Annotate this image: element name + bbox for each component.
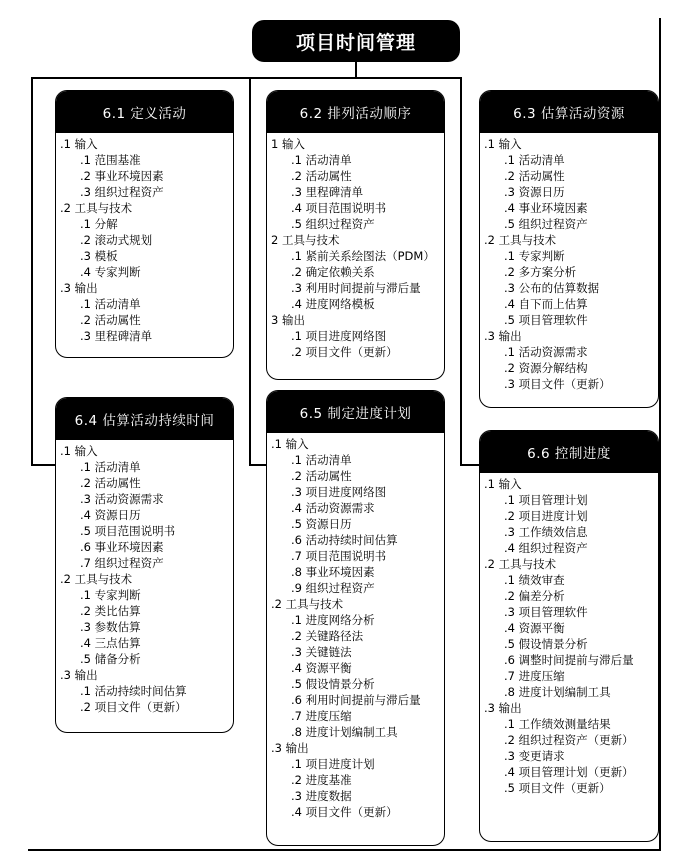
list-item: .5 假设情景分析	[504, 637, 588, 651]
list-item: .3 参数估算	[80, 620, 141, 634]
list-item: .3 活动资源需求	[80, 492, 164, 506]
connector-line	[460, 464, 480, 466]
section-label: .1 输入	[271, 437, 309, 451]
list-item: .3 公布的估算数据	[504, 281, 600, 295]
list-item: .1 项目进度计划	[291, 757, 375, 771]
list-item: .3 项目管理软件	[504, 605, 588, 619]
list-item: .3 进度数据	[291, 789, 352, 803]
list-item: .4 资源平衡	[504, 621, 565, 635]
list-item: .1 活动清单	[80, 460, 141, 474]
list-item: .2 项目进度计划	[504, 509, 588, 523]
list-item: .4 资源平衡	[291, 661, 352, 675]
list-item: .9 组织过程资产	[291, 581, 375, 595]
card-title: 6.1 定义活动	[56, 91, 233, 133]
list-item: .1 项目进度网络图	[291, 329, 387, 343]
card-title: 6.3 估算活动资源	[480, 91, 658, 133]
list-item: .1 紧前关系绘图法（PDM）	[291, 249, 435, 263]
right-border-line	[659, 18, 661, 850]
list-item: .4 事业环境因素	[504, 201, 588, 215]
list-item: .5 假设情景分析	[291, 677, 375, 691]
list-item: .2 关键路径法	[291, 629, 364, 643]
section-label: .3 输出	[484, 329, 522, 343]
main-title: 项目时间管理	[252, 20, 460, 62]
list-item: .4 三点估算	[80, 636, 141, 650]
card-define-activities	[55, 90, 234, 358]
section-label: .1 输入	[484, 137, 522, 151]
list-item: .1 进度网络分析	[291, 613, 375, 627]
list-item: .5 组织过程资产	[291, 217, 375, 231]
list-item: .5 项目文件（更新）	[504, 781, 611, 795]
list-item: .1 活动清单	[291, 153, 352, 167]
section-label: .3 输出	[60, 281, 98, 295]
card-body	[480, 133, 658, 392]
list-item: .3 关键链法	[291, 645, 352, 659]
list-item: .4 组织过程资产	[504, 541, 588, 555]
card-body	[56, 440, 233, 715]
list-item: .6 利用时间提前与滞后量	[291, 693, 421, 707]
list-item: .1 分解	[80, 217, 118, 231]
list-item: .3 利用时间提前与滞后量	[291, 281, 421, 295]
list-item: .4 资源日历	[80, 508, 141, 522]
list-item: .3 资源日历	[504, 185, 565, 199]
list-item: .3 变更请求	[504, 749, 565, 763]
section-label: .3 输出	[484, 701, 522, 715]
section-label: .1 输入	[484, 477, 522, 491]
connector-line	[355, 62, 357, 78]
card-body	[480, 473, 658, 796]
connector-line	[249, 464, 267, 466]
list-item: .1 专家判断	[80, 588, 141, 602]
list-item: .8 进度计划编制工具	[291, 725, 398, 739]
card-develop-schedule	[266, 390, 445, 846]
section-label: .2 工具与技术	[60, 572, 133, 586]
list-item: .4 活动资源需求	[291, 501, 375, 515]
list-item: .2 项目文件（更新）	[291, 345, 398, 359]
list-item: .4 项目文件（更新）	[291, 805, 398, 819]
section-label: 2 工具与技术	[271, 233, 340, 247]
list-item: .2 滚动式规划	[80, 233, 153, 247]
card-title: 6.5 制定进度计划	[267, 391, 444, 433]
list-item: .2 事业环境因素	[80, 169, 164, 183]
list-item: .2 活动属性	[291, 169, 352, 183]
list-item: .5 资源日历	[291, 517, 352, 531]
card-estimate-durations	[55, 397, 234, 733]
section-label: .2 工具与技术	[484, 557, 557, 571]
list-item: .1 活动清单	[80, 297, 141, 311]
section-label: 3 输出	[271, 313, 305, 327]
list-item: .2 类比估算	[80, 604, 141, 618]
list-item: .2 多方案分析	[504, 265, 577, 279]
section-label: .2 工具与技术	[271, 597, 344, 611]
list-item: .1 绩效审查	[504, 573, 565, 587]
list-item: .2 确定依赖关系	[291, 265, 375, 279]
list-item: .6 活动持续时间估算	[291, 533, 398, 547]
list-item: .2 活动属性	[504, 169, 565, 183]
list-item: .8 事业环境因素	[291, 565, 375, 579]
list-item: .7 进度压缩	[291, 709, 352, 723]
list-item: .2 项目文件（更新）	[80, 700, 187, 714]
list-item: .2 进度基准	[291, 773, 352, 787]
list-item: .1 专家判断	[504, 249, 565, 263]
list-item: .3 里程碑清单	[291, 185, 364, 199]
card-estimate-resources	[479, 90, 659, 408]
list-item: .4 项目管理计划（更新）	[504, 765, 634, 779]
card-control-schedule	[479, 430, 659, 842]
card-title: 6.6 控制进度	[480, 431, 658, 473]
card-body	[267, 433, 444, 820]
list-item: .6 调整时间提前与滞后量	[504, 653, 634, 667]
section-label: .3 输出	[60, 668, 98, 682]
connector-line	[249, 77, 251, 465]
connector-line	[31, 77, 462, 79]
list-item: .7 进度压缩	[504, 669, 565, 683]
connector-line	[31, 77, 33, 465]
card-title: 6.2 排列活动顺序	[267, 91, 444, 133]
list-item: .5 储备分析	[80, 652, 141, 666]
list-item: .3 工作绩效信息	[504, 525, 588, 539]
list-item: .1 活动清单	[291, 453, 352, 467]
list-item: .4 项目范围说明书	[291, 201, 387, 215]
list-item: .3 组织过程资产	[80, 185, 164, 199]
list-item: .1 工作绩效测量结果	[504, 717, 611, 731]
section-label: .1 输入	[60, 444, 98, 458]
list-item: .8 进度计划编制工具	[504, 685, 611, 699]
connector-line	[31, 464, 55, 466]
list-item: .3 里程碑清单	[80, 329, 153, 343]
bottom-border-line	[28, 849, 661, 851]
list-item: .2 组织过程资产（更新）	[504, 733, 634, 747]
list-item: .5 组织过程资产	[504, 217, 588, 231]
list-item: .5 项目范围说明书	[80, 524, 176, 538]
list-item: .7 组织过程资产	[80, 556, 164, 570]
card-title: 6.4 估算活动持续时间	[56, 398, 233, 440]
list-item: .2 资源分解结构	[504, 361, 588, 375]
list-item: .1 活动清单	[504, 153, 565, 167]
list-item: .5 项目管理软件	[504, 313, 588, 327]
section-label: .1 输入	[60, 137, 98, 151]
list-item: .3 项目进度网络图	[291, 485, 387, 499]
list-item: .1 项目管理计划	[504, 493, 588, 507]
list-item: .2 偏差分析	[504, 589, 565, 603]
section-label: .3 输出	[271, 741, 309, 755]
connector-line	[460, 77, 462, 465]
list-item: .1 范围基准	[80, 153, 141, 167]
card-body	[56, 133, 233, 344]
list-item: .4 进度网络模板	[291, 297, 375, 311]
section-label: .2 工具与技术	[60, 201, 133, 215]
list-item: .4 自下而上估算	[504, 297, 588, 311]
list-item: .2 活动属性	[80, 476, 141, 490]
list-item: .3 模板	[80, 249, 118, 263]
list-item: .1 活动资源需求	[504, 345, 588, 359]
section-label: 1 输入	[271, 137, 305, 151]
list-item: .2 活动属性	[291, 469, 352, 483]
list-item: .2 活动属性	[80, 313, 141, 327]
card-body	[267, 133, 444, 360]
list-item: .1 活动持续时间估算	[80, 684, 187, 698]
list-item: .4 专家判断	[80, 265, 141, 279]
list-item: .6 事业环境因素	[80, 540, 164, 554]
section-label: .2 工具与技术	[484, 233, 557, 247]
list-item: .3 项目文件（更新）	[504, 377, 611, 391]
list-item: .7 项目范围说明书	[291, 549, 387, 563]
card-sequence-activities	[266, 90, 445, 380]
